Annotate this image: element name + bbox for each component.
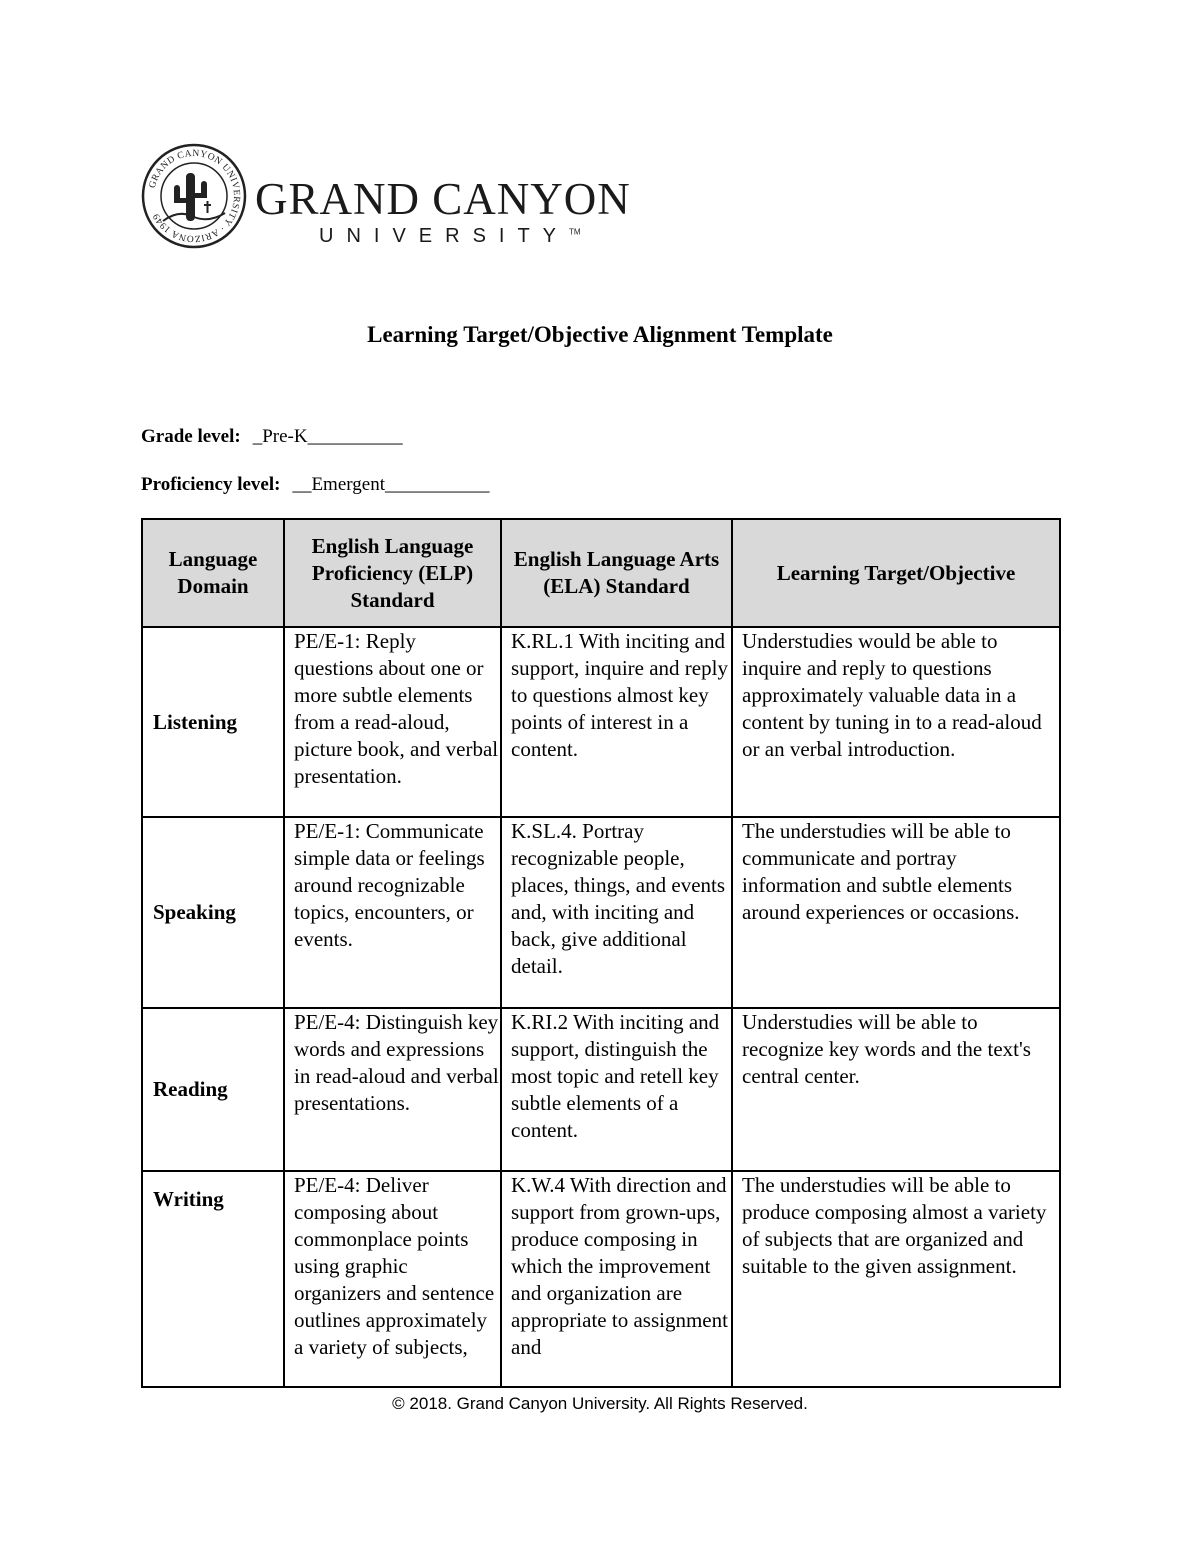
page-title: Learning Target/Objective Alignment Template [367,322,833,347]
target-cell: The understudies will be able to produce composing almost a variety of subjects that are organized and suitable to the given assignment. [732,1171,1060,1387]
ela-cell: K.RI.2 With inciting and support, distinguish the most topic and retell key subtle elements of a content. [501,1008,732,1171]
alignment-table [141,518,1061,1388]
elp-cell: PE/E-1: Communicate simple data or feelings around recognizable topics, encounters, or events. [284,817,501,1008]
target-cell: Understudies will be able to recognize key words and the text's central center. [732,1008,1060,1171]
elp-cell: PE/E-4: Deliver composing about commonplace points using graphic organizers and sentence outlines approximately a variety of subjects, [284,1171,501,1387]
elp-cell: PE/E-4: Distinguish key words and expressions in read-aloud and verbal presentations. [284,1008,501,1171]
trademark-mark: TM [569,227,581,237]
target-cell: Understudies would be able to inquire and reply to questions approximately valuable data in a content by tuning in to a read-aloud or an verbal introduction. [732,627,1060,817]
elp-cell: PE/E-1: Reply questions about one or more subtle elements from a read-aloud, picture book, and verbal presentation. [284,627,501,817]
copyright-footer: © 2018. Grand Canyon University. All Rights Reserved. [392,1394,808,1413]
university-subtitle-text: UNIVERSITY [319,225,570,247]
grade-level-value: _Pre-K__________ [252,426,403,447]
target-cell: The understudies will be able to communicate and portray information and subtle elements around experiences or occasions. [732,817,1060,1008]
table-row [142,1008,1060,1171]
proficiency-level-label: Proficiency level: [141,474,281,495]
proficiency-level [141,474,489,496]
grade-level [141,426,403,448]
table-row [142,817,1060,1008]
university-logo [141,143,631,251]
table-row [142,627,1060,817]
domain-cell: Speaking [142,817,284,1008]
university-seal-icon [141,143,247,249]
seal-text: GRAND CANYON UNIVERSITY · ARIZONA 1949 [147,148,242,244]
grade-level-label: Grade level: [141,426,241,447]
table-row [142,1171,1060,1387]
ela-cell: K.W.4 With direction and support from grown-ups, produce composing in which the improvement and organization are appropriate to assignment and [501,1171,732,1387]
domain-cell: Writing [142,1171,284,1387]
header-ela-standard: English Language Arts (ELA) Standard [501,519,732,627]
proficiency-level-value: __Emergent___________ [292,474,490,495]
header-elp-standard: English Language Proficiency (ELP) Standard [284,519,501,627]
ela-cell: K.RL.1 With inciting and support, inquire and reply to questions almost key points of interest in a content. [501,627,732,817]
header-learning-target: Learning Target/Objective [732,519,1060,627]
domain-cell: Reading [142,1008,284,1171]
table-header-row [142,519,1060,627]
wordmark [255,174,631,248]
ela-cell: K.SL.4. Portray recognizable people, places, things, and events and, with inciting and back, give additional detail. [501,817,732,1008]
university-subtitle [319,225,631,248]
university-name: GRAND CANYON [255,174,631,224]
domain-cell: Listening [142,627,284,817]
header-language-domain: Language Domain [142,519,284,627]
